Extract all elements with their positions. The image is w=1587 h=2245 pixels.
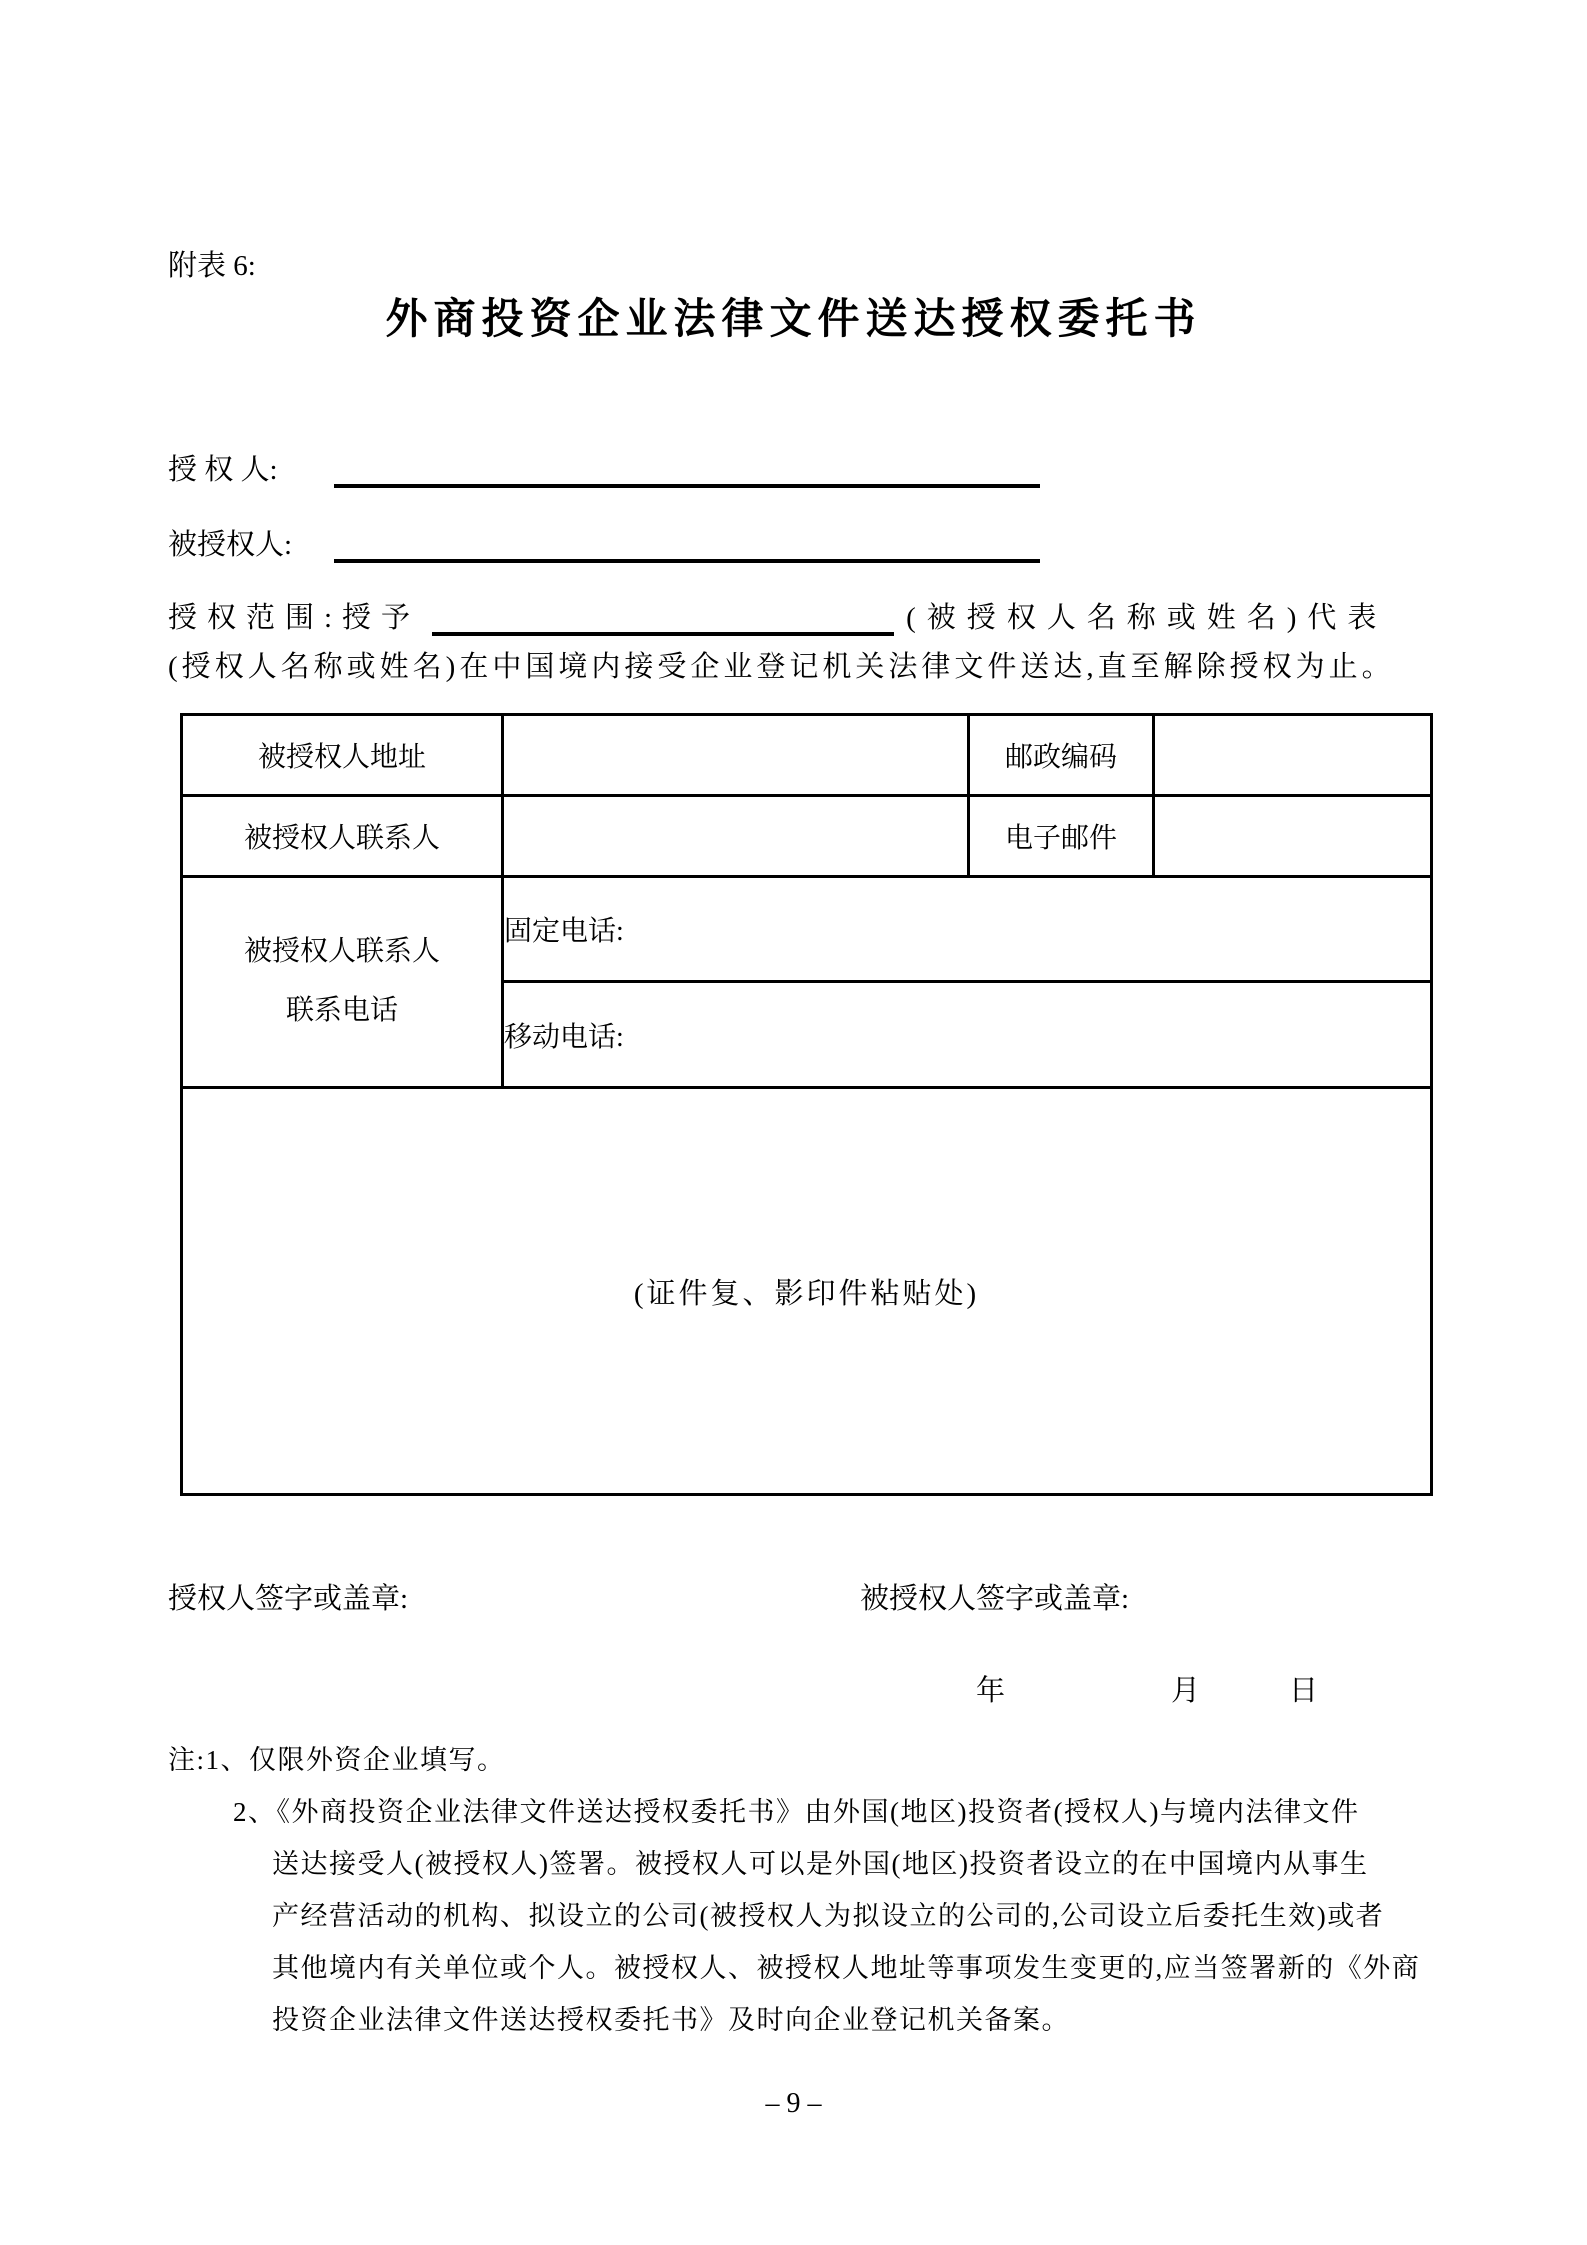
contact-label-cell: 被授权人联系人 — [182, 796, 503, 877]
scope-label: 授权范围:授予 — [168, 602, 421, 634]
contact-value-cell — [503, 796, 969, 877]
table-row-address — [182, 715, 1432, 796]
scope-line — [168, 580, 1387, 636]
email-label-cell: 电子邮件 — [969, 796, 1154, 877]
phone-label-cell — [182, 877, 503, 1088]
scope-suffix: (被授权人名称或姓名)代表 — [906, 602, 1388, 634]
email-value-cell — [1154, 796, 1432, 877]
note-line-3: 送达接受人(被授权人)签署。被授权人可以是外国(地区)投资者设立的在中国境内从事生 — [272, 1849, 1369, 1879]
authorizee-label: 被授权人: — [168, 529, 293, 561]
authorizer-label: 授 权 人: — [168, 454, 278, 486]
attachment-tag: 附表 6: — [168, 250, 256, 282]
table-row-fixed-phone — [182, 877, 1432, 982]
recipient-info-table — [180, 713, 1433, 1496]
note-line-6: 投资企业法律文件送达授权委托书》及时向企业登记机关备案。 — [272, 2005, 1070, 2035]
table-row-contact — [182, 796, 1432, 877]
note-line-2: 2、《外商投资企业法律文件送达授权委托书》由外国(地区)投资者(授权人)与境内法律文件 — [233, 1797, 1360, 1827]
authorizer-line — [168, 432, 1040, 488]
table-row-paste-area — [182, 1088, 1432, 1495]
postcode-value-cell — [1154, 715, 1432, 796]
phone-label-line1: 被授权人联系人 — [243, 936, 440, 968]
phone-label-line2: 联系电话 — [285, 995, 398, 1026]
authorizee-signature-label: 被授权人签字或盖章: — [860, 1583, 1130, 1615]
document-paste-area-cell: (证件复、影印件粘贴处) — [182, 1088, 1432, 1495]
date-day-label: 日 — [1289, 1675, 1319, 1707]
address-value-cell — [503, 715, 969, 796]
authorizer-blank-underline — [334, 432, 1040, 488]
note-line-4: 产经营活动的机构、拟设立的公司(被授权人为拟设立的公司的,公司设立后委托生效)或者 — [272, 1901, 1385, 1931]
date-year-label: 年 — [976, 1675, 1006, 1707]
address-label-cell: 被授权人地址 — [182, 715, 503, 796]
authorizee-blank-underline — [334, 507, 1040, 563]
date-month-label: 月 — [1171, 1675, 1201, 1707]
scope-body-text: (授权人名称或姓名)在中国境内接受企业登记机关法律文件送达,直至解除授权为止。 — [168, 651, 1395, 683]
note-line-5: 其他境内有关单位或个人。被授权人、被授权人地址等事项发生变更的,应当签署新的《外商 — [272, 1953, 1421, 1983]
authorizer-signature-label: 授权人签字或盖章: — [168, 1583, 409, 1615]
mobile-phone-cell: 移动电话: — [503, 982, 1432, 1088]
authorizee-line — [168, 507, 1040, 563]
page-number: – 9 – — [765, 2088, 822, 2119]
fixed-phone-cell: 固定电话: — [503, 877, 1432, 982]
postcode-label-cell: 邮政编码 — [969, 715, 1154, 796]
note-line-1: 注:1、仅限外资企业填写。 — [168, 1745, 506, 1775]
scope-blank-underline — [432, 580, 894, 636]
document-title: 外商投资企业法律文件送达授权委托书 — [385, 297, 1202, 343]
